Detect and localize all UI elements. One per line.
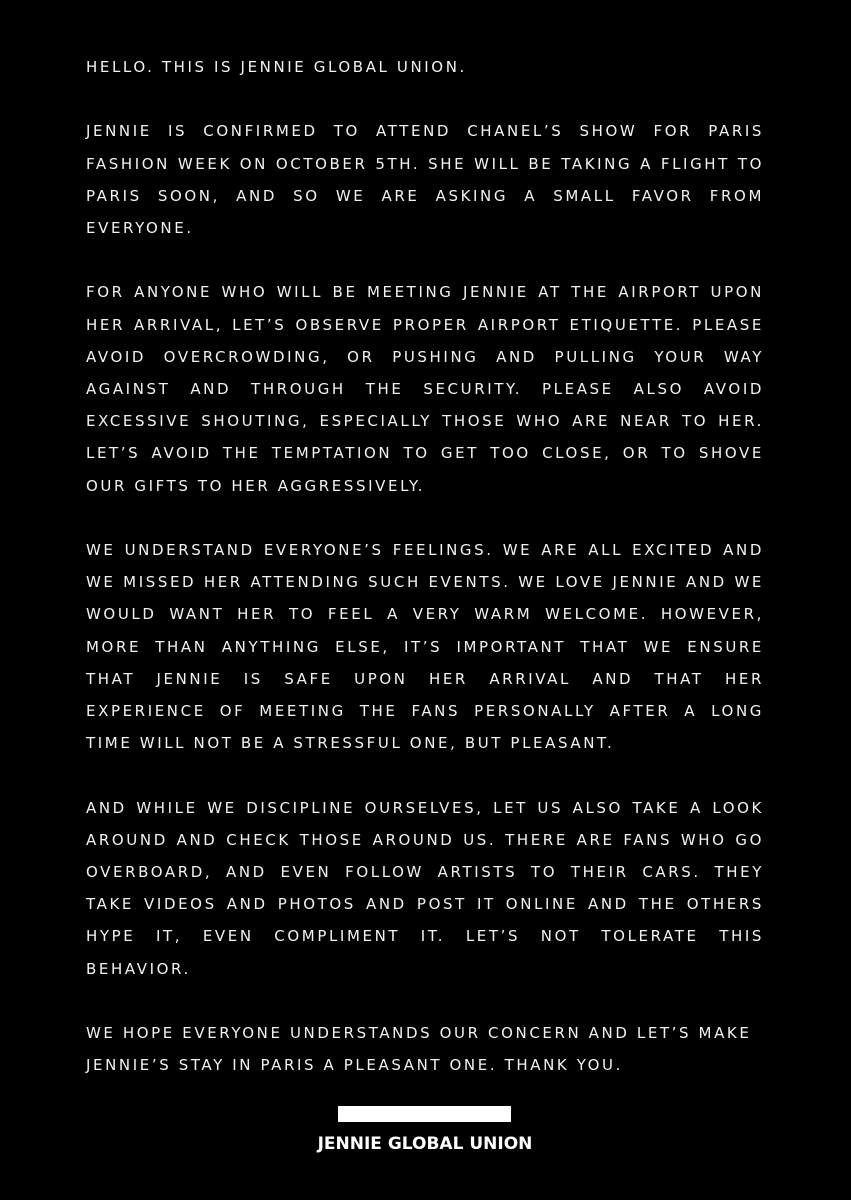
letter-paragraph-1: JENNIE IS CONFIRMED TO ATTEND CHANEL’S SHOW FOR PARIS FASHION WEEK ON OCTOBER 5TH. SHE WILL BE TAKING A FLIGHT TO PARIS SOON, AND SO WE ARE ASKING A SMALL FAVOR FROM EVERYONE. <box>86 122 764 237</box>
letter-paragraph-2: FOR ANYONE WHO WILL BE MEETING JENNIE AT THE AIRPORT UPON HER ARRIVAL, LET’S OBSERVE PROPER AIRPORT ETIQUETTE. PLEASE AVOID OVERCROWDING, OR PUSHING AND PULLING YOUR WAY AGAINST AND THROUGH THE SECURITY. PLEASE ALSO AVOID EXCESSIVE SHOUTING, ESPECIALLY THOSE WHO ARE NEAR TO HER. LET’S AVOID THE TEMPTATION TO GET TOO CLOSE, OR TO SHOVE OUR GIFTS TO HER AGGRESSIVELY. <box>86 283 764 495</box>
letter-closing: WE HOPE EVERYONE UNDERSTANDS OUR CONCERN AND LET’S MAKE JENNIE’S STAY IN PARIS A PLEASANT ONE. THANK YOU. <box>86 1024 752 1075</box>
signature-bar <box>338 1106 511 1122</box>
letter-paragraph-3: WE UNDERSTAND EVERYONE’S FEELINGS. WE ARE ALL EXCITED AND WE MISSED HER ATTENDING SUCH EVENTS. WE LOVE JENNIE AND WE WOULD WANT HER TO FEEL A VERY WARM WELCOME. HOWEVER, MORE THAN ANYTHING ELSE, IT’S IMPORTANT THAT WE ENSURE THAT JENNIE IS SAFE UPON HER ARRIVAL AND THAT HER EXPERIENCE OF MEETING THE FANS PERSONALLY AFTER A LONG TIME WILL NOT BE A STRESSFUL ONE, BUT PLEASANT. <box>86 541 764 753</box>
letter-greeting: HELLO. THIS IS JENNIE GLOBAL UNION. <box>86 58 467 76</box>
letter-paragraph-4: AND WHILE WE DISCIPLINE OURSELVES, LET US ALSO TAKE A LOOK AROUND AND CHECK THOSE AROUND US. THERE ARE FANS WHO GO OVERBOARD, AND EVEN FOLLOW ARTISTS TO THEIR CARS. THEY TAKE VIDEOS AND PHOTOS AND POST IT ONLINE AND THE OTHERS HYPE IT, EVEN COMPLIMENT IT. LET’S NOT TOLERATE THIS BEHAVIOR. <box>86 798 764 978</box>
signature-name: JENNIE GLOBAL UNION <box>317 1134 533 1154</box>
letter-body <box>86 51 764 1081</box>
